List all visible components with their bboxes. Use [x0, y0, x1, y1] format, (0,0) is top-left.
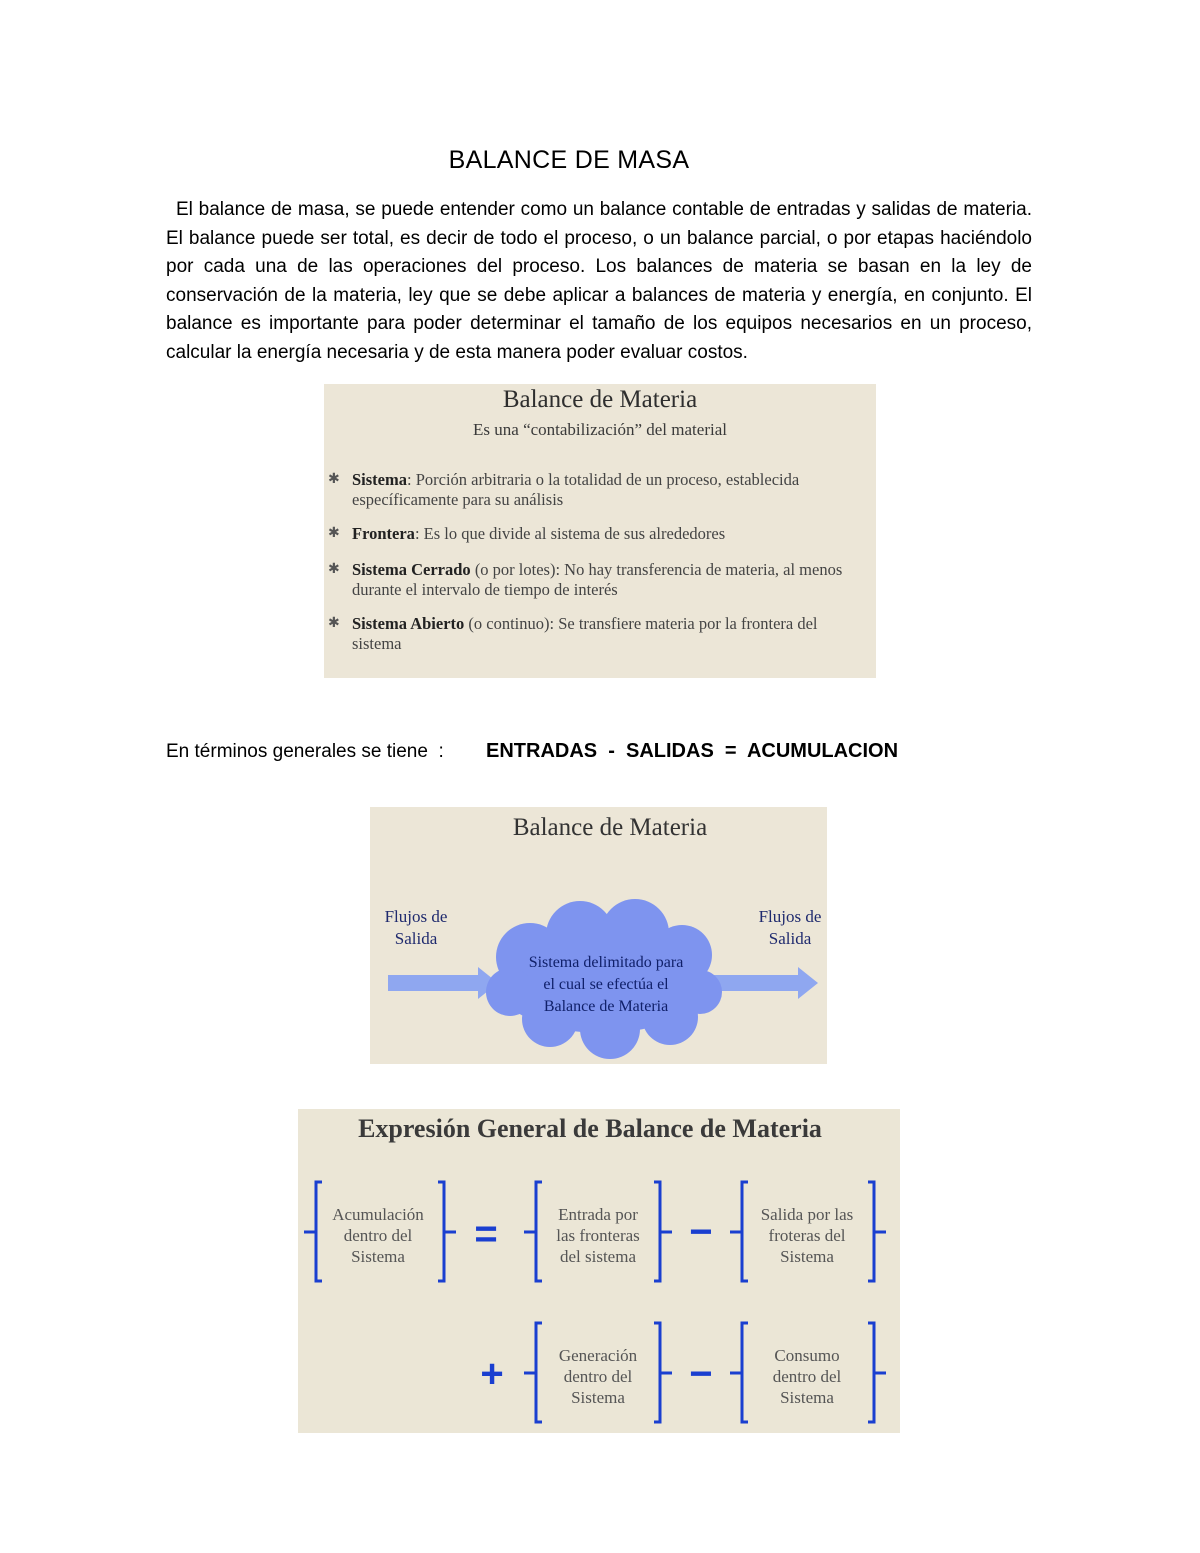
bullet-term: Sistema Cerrado	[352, 560, 471, 579]
slide1-bullet	[324, 524, 876, 544]
box5-line3: Sistema	[780, 1388, 834, 1407]
box5-line2: dentro del	[772, 1367, 842, 1386]
minus-operator: −	[689, 1210, 713, 1254]
slide-image-definitions	[324, 384, 876, 678]
slide3-title: Expresión General de Balance de Materia	[358, 1114, 822, 1143]
box1-line2: dentro del	[343, 1226, 413, 1245]
slide-image-general-expression	[298, 1109, 900, 1433]
box4-line3: Sistema	[571, 1388, 625, 1407]
cloud-text-line1: Sistema delimitado para	[528, 954, 684, 971]
slide1-bullet	[324, 614, 876, 654]
left-bracket-box1	[304, 1182, 322, 1281]
intro-paragraph-text: El balance de masa, se puede entender como un balance contable de entradas y salidas de materia. El balance puede ser total, es decir de todo el proceso, o un balance parcial, o por etapas haciéndolo por cada una de las operaciones del proceso. Los balances de materia se basan en la ley de conservación de la materia, ley que se debe aplicar a balances de materia y energía, en conjunto. El balance es importante para poder determinar el tamaño de los equipos necesarios en un proceso, calcular la energía necesaria y de esta manera poder evaluar costos.	[166, 199, 1032, 363]
cloud-text-line3: Balance de Materia	[543, 998, 669, 1015]
plus-operator: +	[480, 1352, 504, 1396]
left-bracket-box4	[524, 1323, 542, 1422]
box5-line1: Consumo	[774, 1346, 840, 1365]
right-flow-arrow	[710, 967, 818, 999]
general-formula-line	[166, 740, 898, 763]
box3-line2: froteras del	[768, 1226, 846, 1245]
box1-line3: Sistema	[351, 1247, 405, 1266]
box2-line1: Entrada por	[558, 1205, 638, 1224]
right-flow-label-line2: Salida	[768, 929, 812, 948]
bullet-text: : Porción arbitraria o la totalidad de un proceso, establecida específicamente para su análisis	[352, 470, 800, 509]
asterisk-bullet-icon: ✱	[328, 526, 340, 541]
slide1-bullet-list	[324, 470, 876, 654]
box4-line1: Generación	[558, 1346, 638, 1365]
bullet-text: (o continuo): Se transfiere materia por la frontera del sistema	[352, 614, 818, 653]
box4-line2: dentro del	[563, 1367, 633, 1386]
box3-line3: Sistema	[780, 1247, 834, 1266]
box2-line3: del sistema	[559, 1247, 637, 1266]
slide1-bullet	[324, 470, 876, 510]
right-flow-label-line1: Flujos de	[758, 907, 822, 926]
right-bracket-box1	[438, 1182, 456, 1281]
right-bracket-box2	[654, 1182, 672, 1281]
asterisk-bullet-icon: ✱	[328, 616, 340, 631]
box2-line2: las fronteras	[556, 1226, 640, 1245]
left-bracket-box5	[730, 1323, 748, 1422]
general-expression-diagram	[298, 1109, 900, 1433]
right-bracket-box4	[654, 1323, 672, 1422]
left-bracket-box2	[524, 1182, 542, 1281]
slide2-title: Balance de Materia	[512, 814, 708, 841]
system-flow-diagram	[370, 807, 827, 1064]
left-bracket-box3	[730, 1182, 748, 1281]
bullet-text: (o por lotes): No hay transferencia de materia, al menos durante el intervalo de tiempo de interés	[352, 560, 843, 599]
slide1-bullet	[324, 560, 876, 600]
right-bracket-box5	[868, 1323, 886, 1422]
left-flow-label-line2: Salida	[394, 929, 438, 948]
bullet-term: Sistema	[352, 470, 407, 489]
slide1-subtitle: Es una “contabilización” del material	[473, 420, 727, 439]
formula-expression: ENTRADAS - SALIDAS = ACUMULACION	[486, 740, 899, 762]
box3-line1: Salida por las	[760, 1205, 854, 1224]
formula-intro: En términos generales se tiene :	[166, 741, 444, 762]
bullet-term: Frontera	[352, 524, 415, 543]
asterisk-bullet-icon: ✱	[328, 472, 340, 487]
box1-line1: Acumulación	[332, 1205, 424, 1224]
left-flow-label-line1: Flujos de	[384, 907, 448, 926]
document-title: BALANCE DE MASA	[448, 146, 690, 174]
left-flow-arrow	[388, 967, 498, 999]
equals-operator: =	[474, 1212, 498, 1256]
slide-image-system-flow	[370, 807, 827, 1064]
intro-paragraph	[166, 196, 1032, 368]
right-bracket-box3	[868, 1182, 886, 1281]
asterisk-bullet-icon: ✱	[328, 562, 340, 577]
slide1-title: Balance de Materia	[502, 386, 698, 413]
minus-operator-2: −	[689, 1352, 713, 1396]
bullet-text: : Es lo que divide al sistema de sus alrededores	[414, 524, 726, 543]
bullet-term: Sistema Abierto	[352, 614, 465, 633]
cloud-text-line2: el cual se efectúa el	[543, 976, 669, 993]
